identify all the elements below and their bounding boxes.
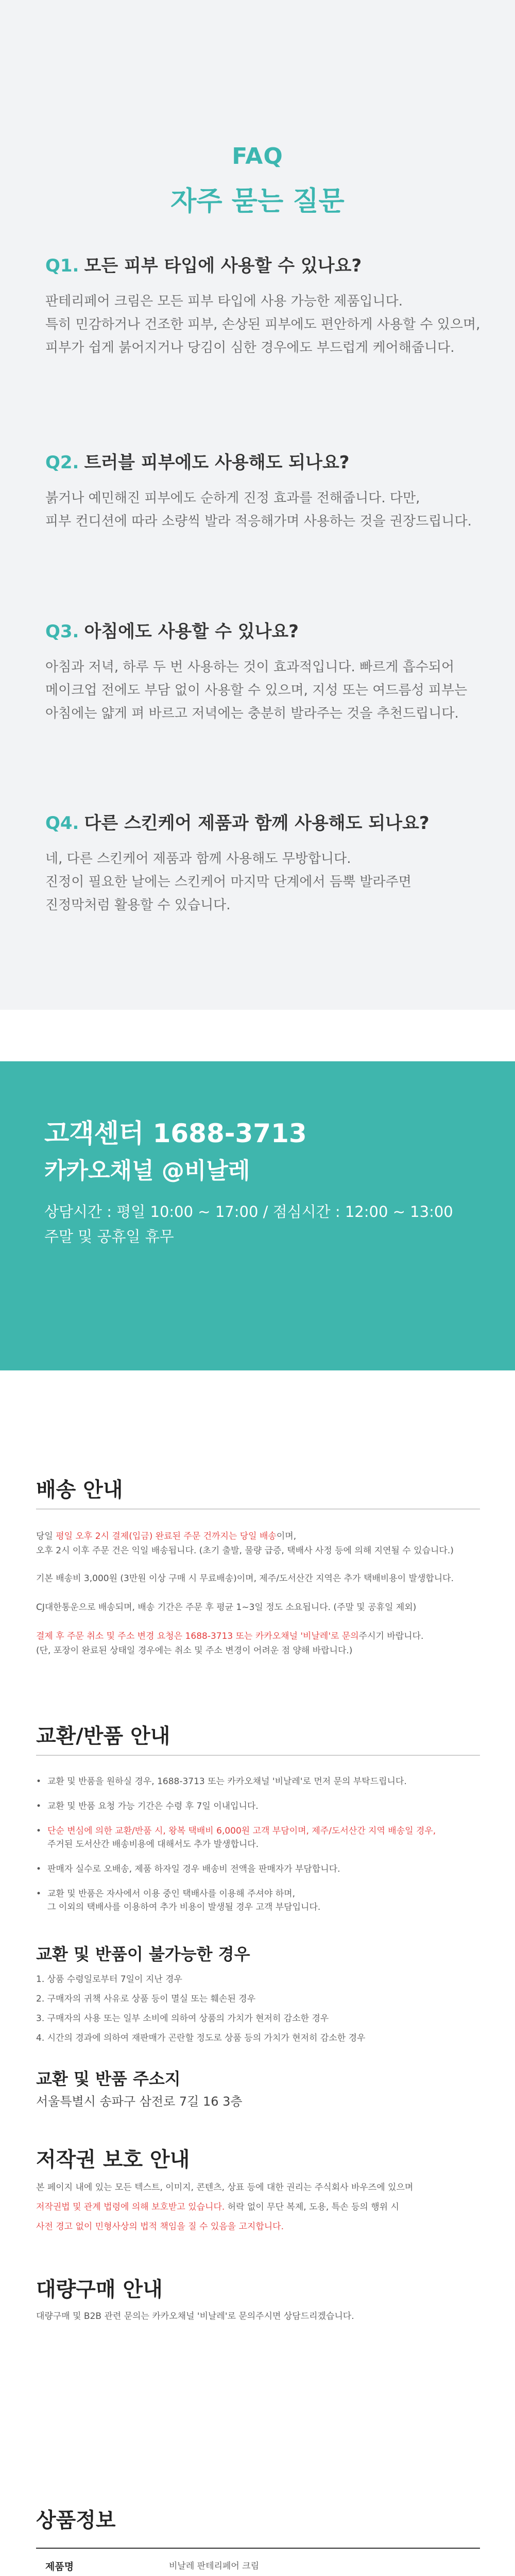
text: 당일 <box>36 1531 56 1541</box>
answer-line: 진정이 필요한 날에는 스킨케어 마지막 단계에서 듬뿍 발라주면 <box>45 874 411 890</box>
answer-line: 피부가 쉽게 붉어지거나 당김이 심한 경우에도 부드럽게 케어해줍니다. <box>45 340 455 355</box>
faq-question <box>45 448 484 473</box>
faq-answer <box>45 290 484 360</box>
no-return-item: 3. 구매자의 사용 또는 일부 소비에 의하여 상품의 가치가 현저히 감소한 경우 <box>36 2013 329 2024</box>
no-return-item: 1. 상품 수령일로부터 7일이 지난 경우 <box>36 1974 182 1985</box>
answer-line: 특히 민감하거나 건조한 피부, 손상된 피부에도 편안하게 사용할 수 있으며, <box>45 317 480 332</box>
question-text: 아침에도 사용할 수 있나요? <box>84 621 299 642</box>
highlight-text: 결제 후 주문 취소 및 주소 변경 요청은 1688-3713 또는 <box>36 1631 255 1641</box>
exchange-bullet-cont: 주거된 도서산간 배송비용에 대해서도 추가 발생합니다. <box>47 1839 259 1850</box>
text: 이며, <box>276 1531 297 1541</box>
text: 오후 2시 이후 주문 건은 익일 배송됩니다. (초기 출발, 물량 급증, 택배사 사정 등에 의해 지연될 수 있습니다.) <box>36 1546 454 1556</box>
customer-center-title: 고객센터 1688-3713 <box>44 1118 307 1148</box>
text: 허락 없이 무단 복제, 도용, 특손 등의 행위 시 <box>225 2202 399 2212</box>
spec-key: 제품명 <box>45 2561 74 2572</box>
answer-line: 진정막처럼 활용할 수 있습니다. <box>45 897 231 913</box>
spec-row <box>36 2549 480 2576</box>
question-text: 모든 피부 타입에 사용할 수 있나요? <box>84 256 362 276</box>
faq-question <box>45 809 484 834</box>
exchange-bullet-cont: 그 이외의 택배사를 이용하여 추가 비용이 발생될 경우 고객 부담입니다. <box>47 1902 321 1912</box>
spacer <box>0 1010 515 1061</box>
copyright-line: 본 페이지 내에 있는 모든 텍스트, 이미지, 콘텐츠, 상표 등에 대한 권리는 주식회사 바우즈에 있으며 <box>36 2182 414 2193</box>
question-number: Q4. <box>45 813 79 834</box>
answer-line: 네, 다른 스킨케어 제품과 함께 사용해도 무방합니다. <box>45 851 351 867</box>
no-return-item: 2. 구매자의 귀책 사유로 상품 등이 멸실 또는 훼손된 경우 <box>36 1994 256 2004</box>
return-address: 서울특별시 송파구 삼전로 7길 16 3층 <box>36 2094 243 2109</box>
exchange-title: 교환/반품 안내 <box>36 1724 170 1748</box>
answer-line: 붉거나 예민해진 피부에도 순하게 진정 효과를 전해줍니다. 다만, <box>45 490 420 506</box>
faq-question <box>45 251 484 277</box>
faq-answer <box>45 848 484 917</box>
faq-section <box>0 0 515 1010</box>
no-return-title: 교환 및 반품이 불가능한 경우 <box>36 1944 250 1964</box>
copyright-title: 저작권 보호 안내 <box>36 2148 190 2172</box>
shipping-paragraph-4 <box>36 1629 484 1658</box>
question-number: Q2. <box>45 452 79 473</box>
bulk-title: 대량구매 안내 <box>36 2278 163 2301</box>
highlight-text: 저작권법 및 관계 법령에 의해 보호받고 있습니다. <box>36 2202 225 2212</box>
shipping-paragraph-3: CJ대한통운으로 배송되며, 배송 기간은 주문 후 평균 1~3일 정도 소요됩니다. (주말 및 공휴일 제외) <box>36 1602 417 1613</box>
highlight-text: 평일 오후 2시 결제(입금) 완료된 주문 건까지는 당일 배송 <box>56 1531 277 1541</box>
faq-item-3 <box>45 617 484 725</box>
product-info-title: 상품정보 <box>36 2509 116 2532</box>
faq-question <box>45 617 484 642</box>
customer-center-band <box>0 1061 515 1370</box>
highlight-text: 카카오채널 '비날레'로 문의 <box>255 1631 359 1641</box>
faq-title: 자주 묻는 질문 <box>170 186 345 217</box>
exchange-bullet: • 교환 및 반품 요청 가능 기간은 수령 후 7일 이내입니다. <box>36 1801 259 1811</box>
closed-days: 주말 및 공휴일 휴무 <box>44 1228 174 1245</box>
shipping-paragraph-2: 기본 배송비 3,000원 (3만원 이상 구매 시 무료배송)이며, 제주/도서산간 지역은 추가 택배비용이 발생합니다. <box>36 1573 454 1584</box>
answer-line: 메이크업 전에도 부담 없이 사용할 수 있으며, 지성 또는 여드름성 피부는 <box>45 683 468 698</box>
consultation-hours: 상담시간 : 평일 10:00 ~ 17:00 / 점심시간 : 12:00 ~ 13:00 <box>44 1203 453 1221</box>
text: 교환 및 반품을 원하실 경우, 1688-3713 또는 카카오채널 '비날레'로 먼저 문의 부탁드립니다. <box>47 1776 407 1787</box>
answer-line: 피부 컨디션에 따라 소량씩 발라 적응해가며 사용하는 것을 권장드립니다. <box>45 514 472 529</box>
faq-item-1 <box>45 251 484 360</box>
text: 판매자 실수로 오배송, 제품 하자일 경우 배송비 전액을 판매자가 부담합니다. <box>47 1864 340 1874</box>
text: 교환 및 반품은 자사에서 이용 중인 택배사를 이용해 주셔야 하며, <box>47 1889 296 1899</box>
divider <box>36 1509 480 1510</box>
bulk-line: 대량구매 및 B2B 관련 문의는 카카오채널 '비날레'로 문의주시면 상담드리겠습니다. <box>36 2311 354 2321</box>
copyright-line: 사전 경고 없이 민형사상의 법적 책임을 질 수 있음을 고지합니다. <box>36 2222 284 2232</box>
answer-line: 아침에는 얇게 펴 바르고 저녁에는 충분히 발라주는 것을 추천드립니다. <box>45 706 459 721</box>
kakao-channel: 카카오채널 @비날레 <box>44 1158 250 1184</box>
exchange-bullet: • 판매자 실수로 오배송, 제품 하자일 경우 배송비 전액을 판매자가 부담합니다. <box>36 1864 340 1874</box>
answer-line: 판테리페어 크림은 모든 피부 타입에 사용 가능한 제품입니다. <box>45 294 403 309</box>
exchange-bullet: • 교환 및 반품은 자사에서 이용 중인 택배사를 이용해 주셔야 하며, <box>36 1889 296 1899</box>
no-return-item: 4. 시간의 경과에 의하여 재판매가 곤란할 정도로 상품 등의 가치가 현저히 감소한 경우 <box>36 2033 366 2043</box>
question-text: 다른 스킨케어 제품과 함께 사용해도 되나요? <box>84 813 430 834</box>
faq-answer <box>45 487 484 533</box>
product-info-section <box>0 2504 515 2576</box>
faq-eyebrow: FAQ <box>232 143 283 170</box>
text: 주시기 바랍니다. <box>358 1631 424 1641</box>
faq-answer <box>45 656 484 725</box>
exchange-bullet: • 단순 변심에 의한 교환/반품 시, 왕복 택배비 6,000원 고객 부담이며, 제주/도서산간 지역 배송일 경우, <box>36 1826 436 1836</box>
text: (단, 포장이 완료된 상태일 경우에는 취소 및 주소 변경이 어려운 점 양해 바랍니다.) <box>36 1646 353 1656</box>
exchange-bullet: • 교환 및 반품을 원하실 경우, 1688-3713 또는 카카오채널 '비날레'로 먼저 문의 부탁드립니다. <box>36 1776 407 1787</box>
faq-item-4 <box>45 809 484 917</box>
question-text: 트러블 피부에도 사용해도 되나요? <box>84 452 350 473</box>
spec-value: 비날레 판테리페어 크림 <box>169 2561 260 2571</box>
answer-line: 아침과 저녁, 하루 두 번 사용하는 것이 효과적입니다. 빠르게 흡수되어 <box>45 659 455 675</box>
highlight-text: 단순 변심에 의한 교환/반품 시, 왕복 택배비 6,000원 고객 부담이며, 제주/도서산간 지역 배송일 경우, <box>47 1826 436 1836</box>
question-number: Q3. <box>45 621 79 642</box>
shipping-title: 배송 안내 <box>36 1478 123 1502</box>
copyright-line <box>36 2200 484 2214</box>
faq-item-2 <box>45 448 484 533</box>
notice-section <box>0 1370 515 2504</box>
shipping-paragraph-1 <box>36 1529 484 1558</box>
return-address-title: 교환 및 반품 주소지 <box>36 2069 181 2089</box>
question-number: Q1. <box>45 256 79 276</box>
divider <box>36 1755 480 1756</box>
highlight-text: 교환 및 반품 요청 가능 기간은 수령 후 7일 이내입니다. <box>47 1801 259 1811</box>
